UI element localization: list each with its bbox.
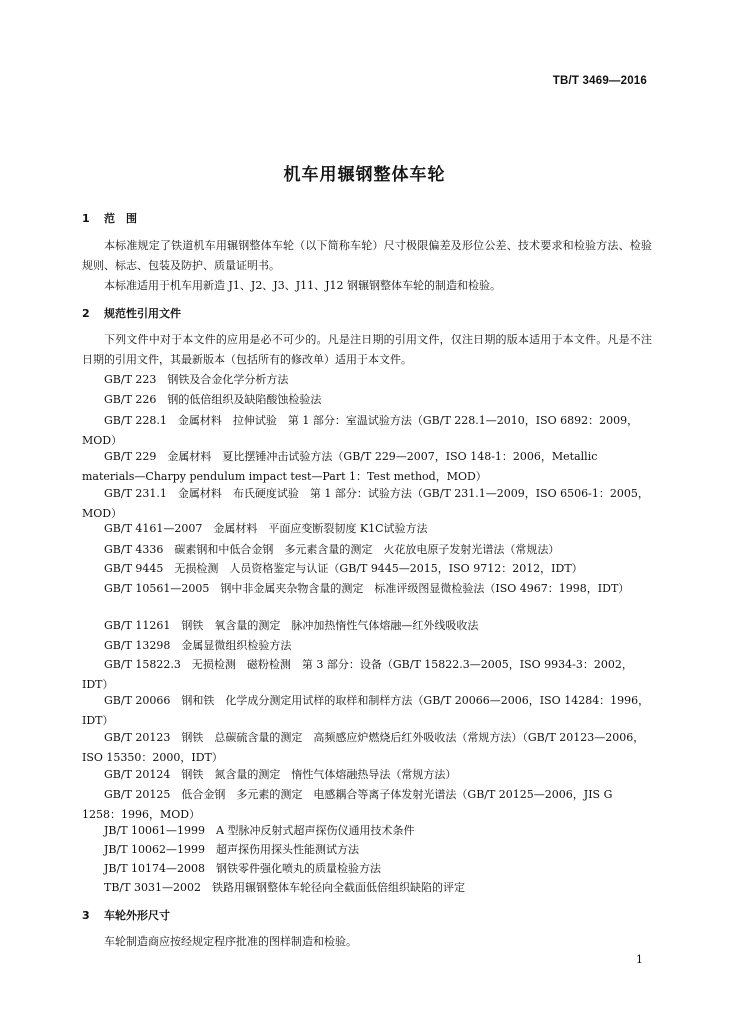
reference-item: GB/T 13298 金属显微组织检验方法 xyxy=(104,639,292,652)
section-title: 范 围 xyxy=(104,212,137,225)
reference-item: GB/T 229 金属材料 夏比摆锤冲击试验方法（GB/T 229—2007，ISO 148-1：2006，Metallic materials—Charpy pendulum impact test—Part 1：Test method，MOD） xyxy=(82,450,598,483)
reference-item: GB/T 20123 钢铁 总碳硫含量的测定 高频感应炉燃烧后红外吸收法（常规方法）（GB/T 20123—2006，ISO 15350：2000，IDT） xyxy=(82,731,645,764)
reference-item: GB/T 10561—2005 钢中非金属夹杂物含量的测定 标准评级图显微检验法（ISO 4967：1998，IDT） xyxy=(104,582,630,595)
reference-item: GB/T 226 钢的低倍组织及缺陷酸蚀检验法 xyxy=(104,393,322,406)
reference-item: GB/T 15822.3 无损检测 磁粉检测 第 3 部分：设备（GB/T 15822.3—2005，ISO 9934-3：2002，IDT） xyxy=(82,658,633,691)
reference-item: GB/T 223 钢铁及合金化学分析方法 xyxy=(104,373,289,386)
section-3-heading xyxy=(82,907,170,923)
section-1-heading xyxy=(82,210,137,226)
reference-item: JB/T 10061—1999 A 型脉冲反射式超声探伤仪通用技术条件 xyxy=(104,824,415,837)
reference-item: GB/T 228.1 金属材料 拉伸试验 第 1 部分：室温试验方法（GB/T 228.1—2010，ISO 6892：2009，MOD） xyxy=(82,414,639,447)
section-2-heading xyxy=(82,305,181,321)
reference-item: GB/T 4336 碳素钢和中低合金钢 多元素含量的测定 火花放电原子发射光谱法（常规法） xyxy=(104,543,560,556)
paragraph: 下列文件中对于本文件的应用是必不可少的。凡是注日期的引用文件，仅注日期的版本适用于本文件。凡是不注日期的引用文件，其最新版本（包括所有的修改单）适用于本文件。 xyxy=(82,333,652,366)
section-number: 2 xyxy=(82,307,90,320)
reference-item: JB/T 10174—2008 钢铁零件强化喷丸的质量检验方法 xyxy=(104,862,382,875)
reference-item: GB/T 20066 钢和铁 化学成分测定用试样的取样和制样方法（GB/T 20066—2006，ISO 14284：1996，IDT） xyxy=(82,694,650,727)
section-title: 规范性引用文件 xyxy=(104,307,181,320)
page-number: 1 xyxy=(636,953,643,966)
reference-item: GB/T 11261 钢铁 氧含量的测定 脉冲加热惰性气体熔融—红外线吸收法 xyxy=(104,619,479,632)
section-title: 车轮外形尺寸 xyxy=(104,909,170,922)
reference-item: GB/T 9445 无损检测 人员资格鉴定与认证（GB/T 9445—2015，ISO 9712：2012，IDT） xyxy=(104,562,583,575)
document-title: 机车用辗钢整体车轮 xyxy=(283,165,446,185)
reference-item: TB/T 3031—2002 铁路用辗钢整体车轮径向全截面低倍组织缺陷的评定 xyxy=(104,881,465,894)
reference-item: GB/T 20125 低合金钢 多元素的测定 电感耦合等离子体发射光谱法（GB/T 20125—2006，JIS G 1258：1996，MOD） xyxy=(82,788,613,821)
paragraph: 本标准规定了铁道机车用辗钢整体车轮（以下简称车轮）尺寸极限偏差及形位公差、技术要求和检验方法、检验规则、标志、包装及防护、质量证明书。 xyxy=(82,239,652,272)
reference-item: GB/T 4161—2007 金属材料 平面应变断裂韧度 K1C试验方法 xyxy=(104,522,428,535)
reference-item: GB/T 20124 钢铁 氮含量的测定 惰性气体熔融热导法（常规方法） xyxy=(104,768,457,781)
section-number: 1 xyxy=(82,212,90,225)
standard-code: TB/T 3469—2016 xyxy=(552,75,647,87)
paragraph: 车轮制造商应按经规定程序批准的图样制造和检验。 xyxy=(104,935,357,948)
reference-item: GB/T 231.1 金属材料 布氏硬度试验 第 1 部分：试验方法（GB/T 231.1—2009，ISO 6506-1：2005，MOD） xyxy=(82,487,649,520)
section-number: 3 xyxy=(82,909,90,922)
paragraph: 本标准适用于机车用新造 J1、J2、J3、J11、J12 钢辗钢整体车轮的制造和检验。 xyxy=(104,279,502,292)
reference-item: JB/T 10062—1999 超声探伤用探头性能测试方法 xyxy=(104,843,360,856)
